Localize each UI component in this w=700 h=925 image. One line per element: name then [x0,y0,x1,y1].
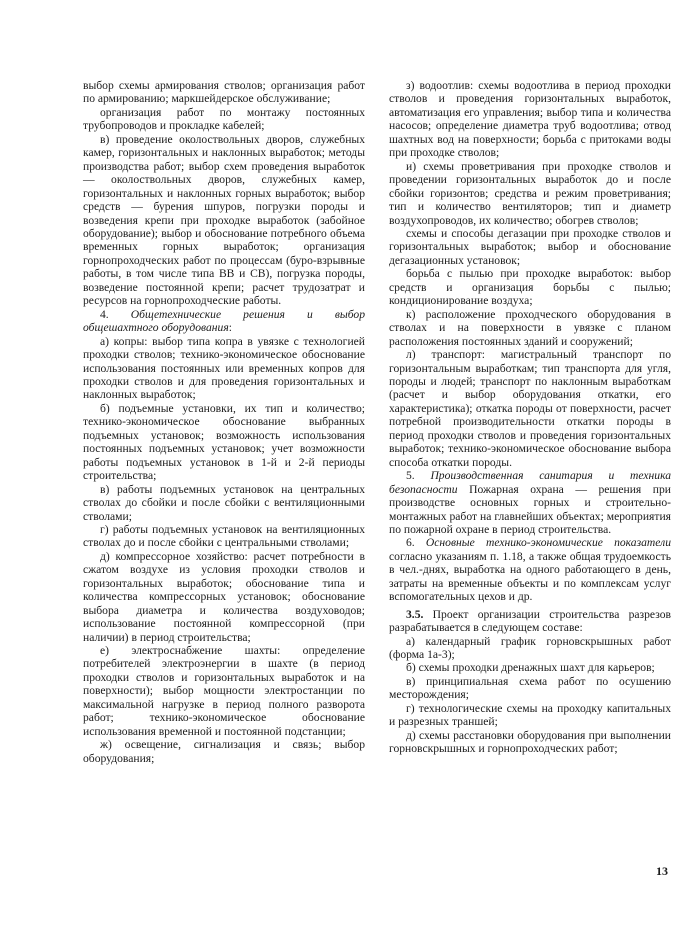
paragraph-text: организация работ по монтажу постоянных трубопроводов и прокладке кабелей; [83,105,365,133]
paragraph [389,729,671,756]
paragraph-text: выбор схемы армирования стволов; организация работ по армированию; маркшейдерское обслуживание; [83,79,365,106]
paragraph-text: г) работы подъемных установок на вентиляционных стволах до и после сбойки с центральными стволами; [83,522,365,550]
paragraph [389,675,671,702]
paragraph-text: в) принципиальная схема работ по осушению месторождения; [389,674,671,702]
paragraph-text: Проект организации строительства разрезов разрабатывается в следующем составе: [389,607,671,635]
left-column [83,79,365,765]
paragraph-text: борьба с пылью при проходке выработок: выбор средств и организация борьбы с пылью; кондиционирование воздуха; [389,267,671,308]
paragraph [83,106,365,133]
paragraph [83,79,365,106]
item-number: 4. [100,307,131,321]
paragraph-text: Пожарная охрана — решения при производстве основных горных и строительно-монтажных работ на главнейших объектах; мероприятия по пожарной охране в период строительства. [389,482,671,536]
paragraph [389,536,671,603]
paragraph-text: б) схемы проходки дренажных шахт для карьеров; [406,661,655,675]
paragraph [389,635,671,662]
paragraph-text: ж) освещение, сигнализация и связь; выбор оборудования; [83,738,365,765]
paragraph [389,267,671,307]
paragraph-text: д) схемы расстановки оборудования при выполнении горновскрышных и горнопроходческих работ; [389,728,671,756]
italic-heading: Общетехнические решения и выбор общешахтного оборудования [83,307,366,335]
paragraph-text: а) календарный график горновскрышных работ (форма 1а-3); [389,634,671,662]
paragraph [83,738,365,765]
paragraph-text: в) работы подъемных установок на центральных стволах до сбойки и после сбойки с вентиляционными стволами; [83,482,365,523]
paragraph [389,608,671,635]
paragraph [83,523,365,550]
paragraph-text: д) компрессорное хозяйство: расчет потребности в сжатом воздухе из условия проходки стволов и горизонтальных выработок; обоснование типа и количества компрессорных установок; обоснование выбора диаметра и количества воздуховодов; использование постоянной компрессорной (при наличии) в период строительства; [83,549,365,644]
paragraph-text: в) проведение околоствольных дворов, служебных камер, горизонтальных и наклонных выработок; методы производства работ; выбор схем проведения выработок — околоствольных дворов, служебных камер, горизонтальных и наклонных горных выработок; выбор средств — бурения шпуров, погрузки породы и возведения крепи при проходке выработок (забойное оборудование); выбор и обоснование потребного объема временных горных выработок; организация горнопроходческих работ по процессам (буро-взрывные работы, в том числе типа ВВ и СВ), погрузка породы, возведение постоянной крепи; расчет трудозатрат и ресурсов на горнопроходческие работы. [83,132,365,308]
paragraph [389,661,671,674]
paragraph-text: л) транспорт: магистральный транспорт по горизонтальным выработкам; тип транспорта для угля, породы и людей; транспорт по наклонным выработкам (расчет и выбор оборудования откатки, его характеристика); откатка породы от поверхности, расчет потребной производительности откатки породы в период проходки стволов и проведения горизонтальных выработок; технико-экономическое обоснование выбора способа откатки породы. [389,348,671,469]
paragraph-text: з) водоотлив: схемы водоотлива в период проходки стволов и проведения горизонтальных выработок, автоматизация его управления; выбор типа и количества насосов; определение диаметра труб водоотлива; отвод шахтных вод на поверхности; борьба с притоками воды при проходке стволов; [389,79,671,160]
paragraph-text: а) копры: выбор типа копра в увязке с технологией проходки стволов; технико-экономическое обоснование использования постоянных или временных копров для проходки стволов и для проведения горизонтальных и наклонных выработок; [83,334,365,402]
paragraph [83,644,365,738]
paragraph [389,348,671,469]
section-number: 3.5. [406,607,424,621]
paragraph-text: согласно указаниям п. 1.18, а также общая трудоемкость в чел.-днях, выработка на одного работающего в день, затраты на временные объекты и по комплексам услуг вспомогательных цехов и др. [389,549,671,604]
paragraph [389,160,671,227]
italic-heading: Производственная санитария и техника безопасности [389,469,671,496]
paragraph [83,402,365,483]
paragraph-text: г) технологические схемы на проходку капитальных и разрезных траншей; [389,701,671,729]
paragraph-text: е) электроснабжение шахты: определение потребителей электроэнергии в шахте (в период проходки стволов и горизонтальных выработок и на поверхности); выбор мощности электростанции по максимальной нагрузке в период полного разворота работ; технико-экономическое обоснование использования временной и постоянной подстанции; [83,644,365,738]
paragraph-text: б) подъемные установки, их тип и количество; технико-экономическое обоснование выбранных подъемных установок; возможность использования постоянных подъемных установок; учет возможности работы подъемных установок в 1-й и 2-й периоды строительства; [83,401,365,483]
paragraph [389,308,671,348]
paragraph [83,133,365,308]
paragraph-text: к) расположение проходческого оборудования в стволах и на поверхности в увязке с планом расположения постоянных зданий и сооружений; [389,307,671,348]
paragraph [389,702,671,729]
right-column [389,79,671,756]
item-number: 6. [406,536,426,550]
paragraph-text: схемы и способы дегазации при проходке стволов и горизонтальных выработок; выбор и обоснование дегазационных установок; [389,226,671,267]
italic-heading: Основные технико-экономические показатели [425,536,672,550]
paragraph-text: : [228,321,232,335]
page-number: 13 [656,864,668,878]
paragraph [389,469,671,536]
paragraph [389,79,671,160]
paragraph [83,335,365,402]
paragraph-text: и) схемы проветривания при проходке стволов и проведении горизонтальных выработок до и после сбойки горизонтов; средства и режим проветривания; тип и количество вентиляторов; тип и диаметр воздухопроводов, их количество; обогрев стволов; [389,159,671,227]
item-number: 5. [406,469,431,483]
paragraph [83,550,365,644]
paragraph [389,227,671,267]
paragraph [83,483,365,523]
paragraph [83,308,365,335]
